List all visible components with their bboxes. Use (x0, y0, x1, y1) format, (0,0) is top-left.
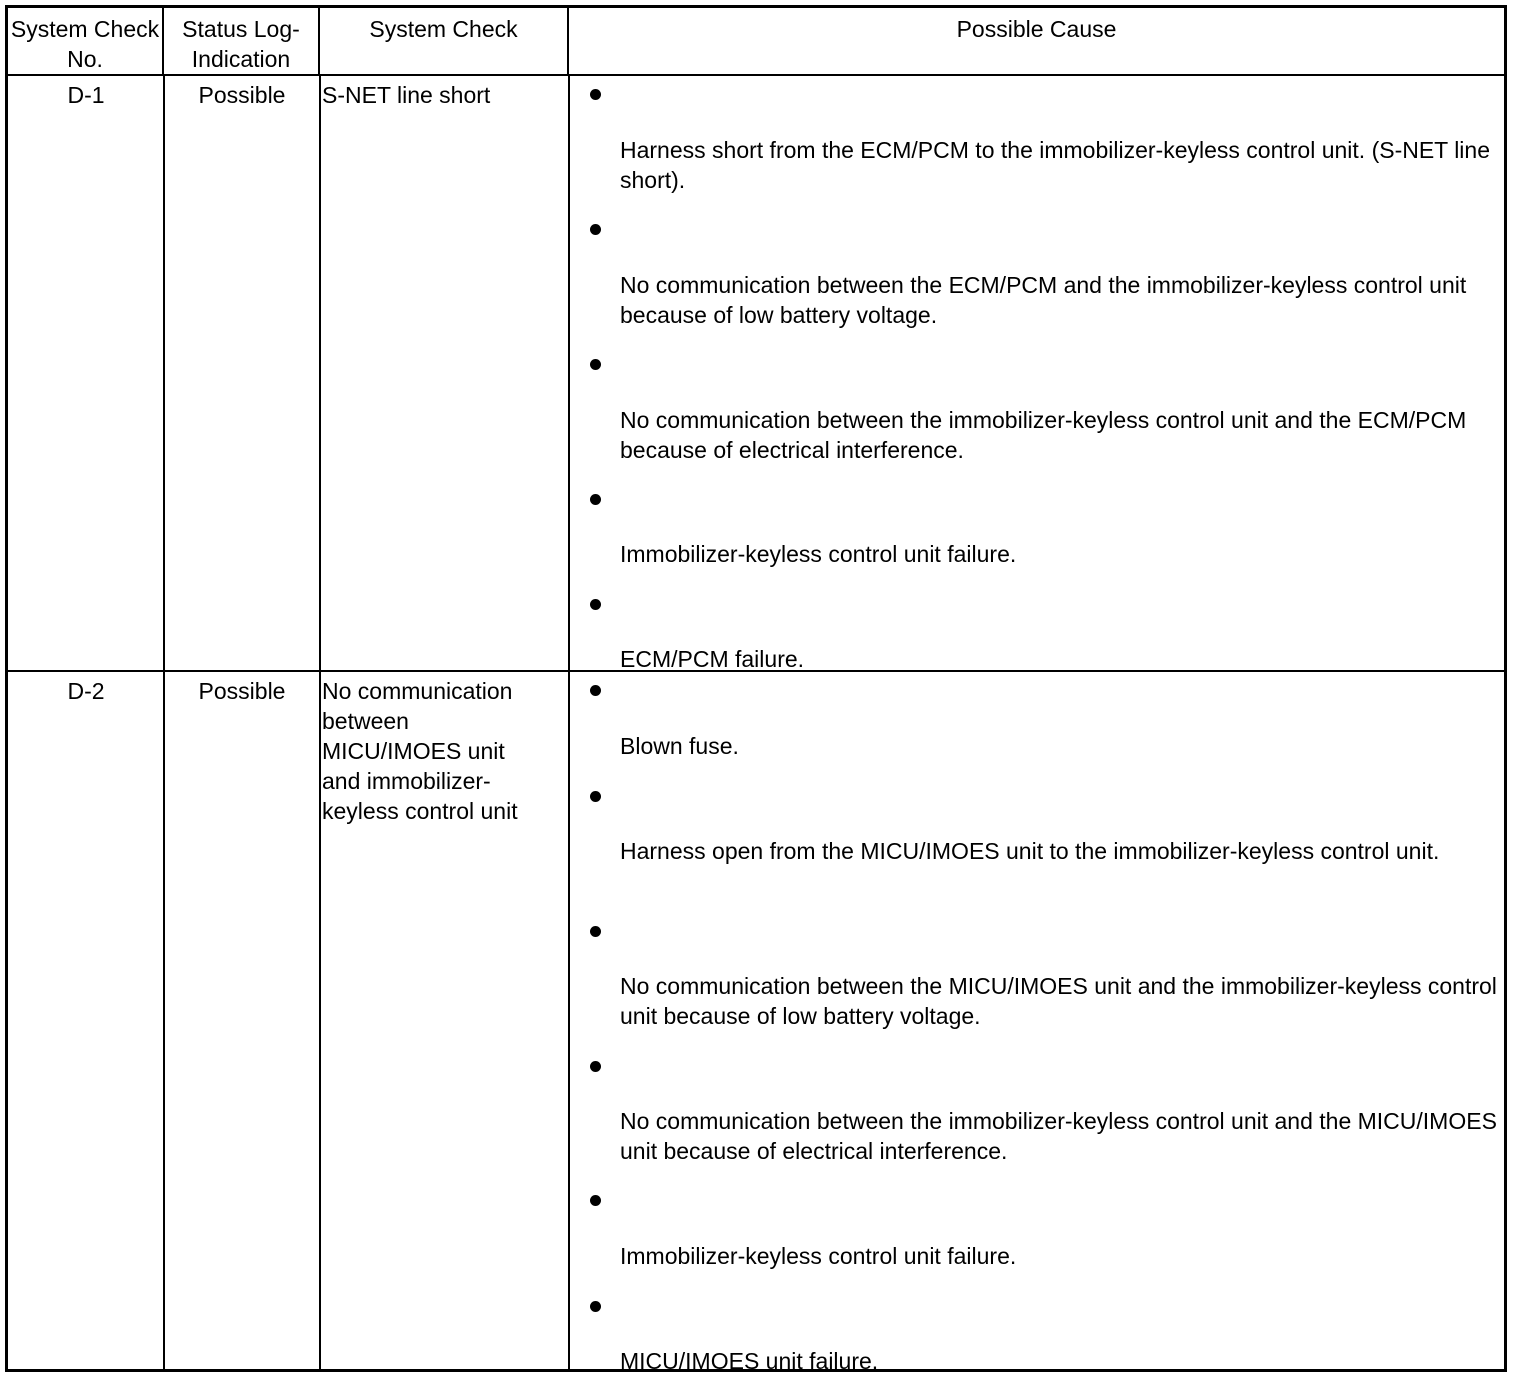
status-log-cell: Possible (198, 678, 286, 704)
bullet-icon (590, 791, 601, 802)
header-divider (8, 74, 1504, 76)
cause-item: ECM/PCM failure. (620, 646, 805, 672)
cause-item: No communication between the immobilizer-keyless control unit and the ECM/PCM because of electrical interference. (620, 407, 1467, 463)
bullet-icon (590, 494, 601, 505)
bullet-icon (590, 926, 601, 937)
system-check-no-cell: D-1 (67, 82, 105, 108)
bullet-icon (590, 89, 601, 100)
status-log-cell: Possible (198, 82, 286, 108)
bullet-icon (590, 599, 601, 610)
header-status-log-text: Status Log-Indication (182, 16, 300, 72)
bullet-icon (590, 1195, 601, 1206)
bullet-icon (590, 1061, 601, 1072)
cause-item: Harness open from the MICU/IMOES unit to the immobilizer-keyless control unit. (620, 838, 1440, 864)
bullet-icon (590, 359, 601, 370)
system-check-cell: S-NET line short (322, 82, 491, 108)
bullet-icon (590, 1301, 601, 1312)
header-possible-cause (569, 8, 1504, 74)
column-divider (568, 74, 570, 1372)
diagnostic-table (5, 5, 1507, 1372)
cause-item: Harness short from the ECM/PCM to the immobilizer-keyless control unit. (S-NET line short). (620, 137, 1491, 193)
header-status-log (164, 8, 320, 74)
column-divider (163, 74, 165, 1372)
header-possible-cause-text: Possible Cause (956, 16, 1117, 42)
cause-item: MICU/IMOES unit failure. (620, 1348, 879, 1374)
cause-item: Blown fuse. (620, 733, 739, 759)
header-system-check (320, 8, 569, 74)
column-divider (319, 74, 321, 1372)
bullet-icon (590, 224, 601, 235)
system-check-cell: No communication between MICU/IMOES unit and immobilizer-keyless control unit (322, 678, 518, 824)
bullet-icon (590, 685, 601, 696)
cause-item: No communication between the immobilizer-keyless control unit and the MICU/IMOES unit because of electrical interference. (620, 1108, 1497, 1164)
system-check-no-cell: D-2 (67, 678, 105, 704)
header-system-check-no-text: System Check No. (10, 16, 160, 72)
cause-item: Immobilizer-keyless control unit failure. (620, 541, 1017, 567)
cause-item: No communication between the ECM/PCM and the immobilizer-keyless control unit because of low battery voltage. (620, 272, 1467, 328)
cause-item: No communication between the MICU/IMOES unit and the immobilizer-keyless control unit because of low battery voltage. (620, 973, 1497, 1029)
header-system-check-no (8, 8, 164, 74)
cause-item: Immobilizer-keyless control unit failure. (620, 1243, 1017, 1269)
header-system-check-text: System Check (369, 16, 518, 42)
